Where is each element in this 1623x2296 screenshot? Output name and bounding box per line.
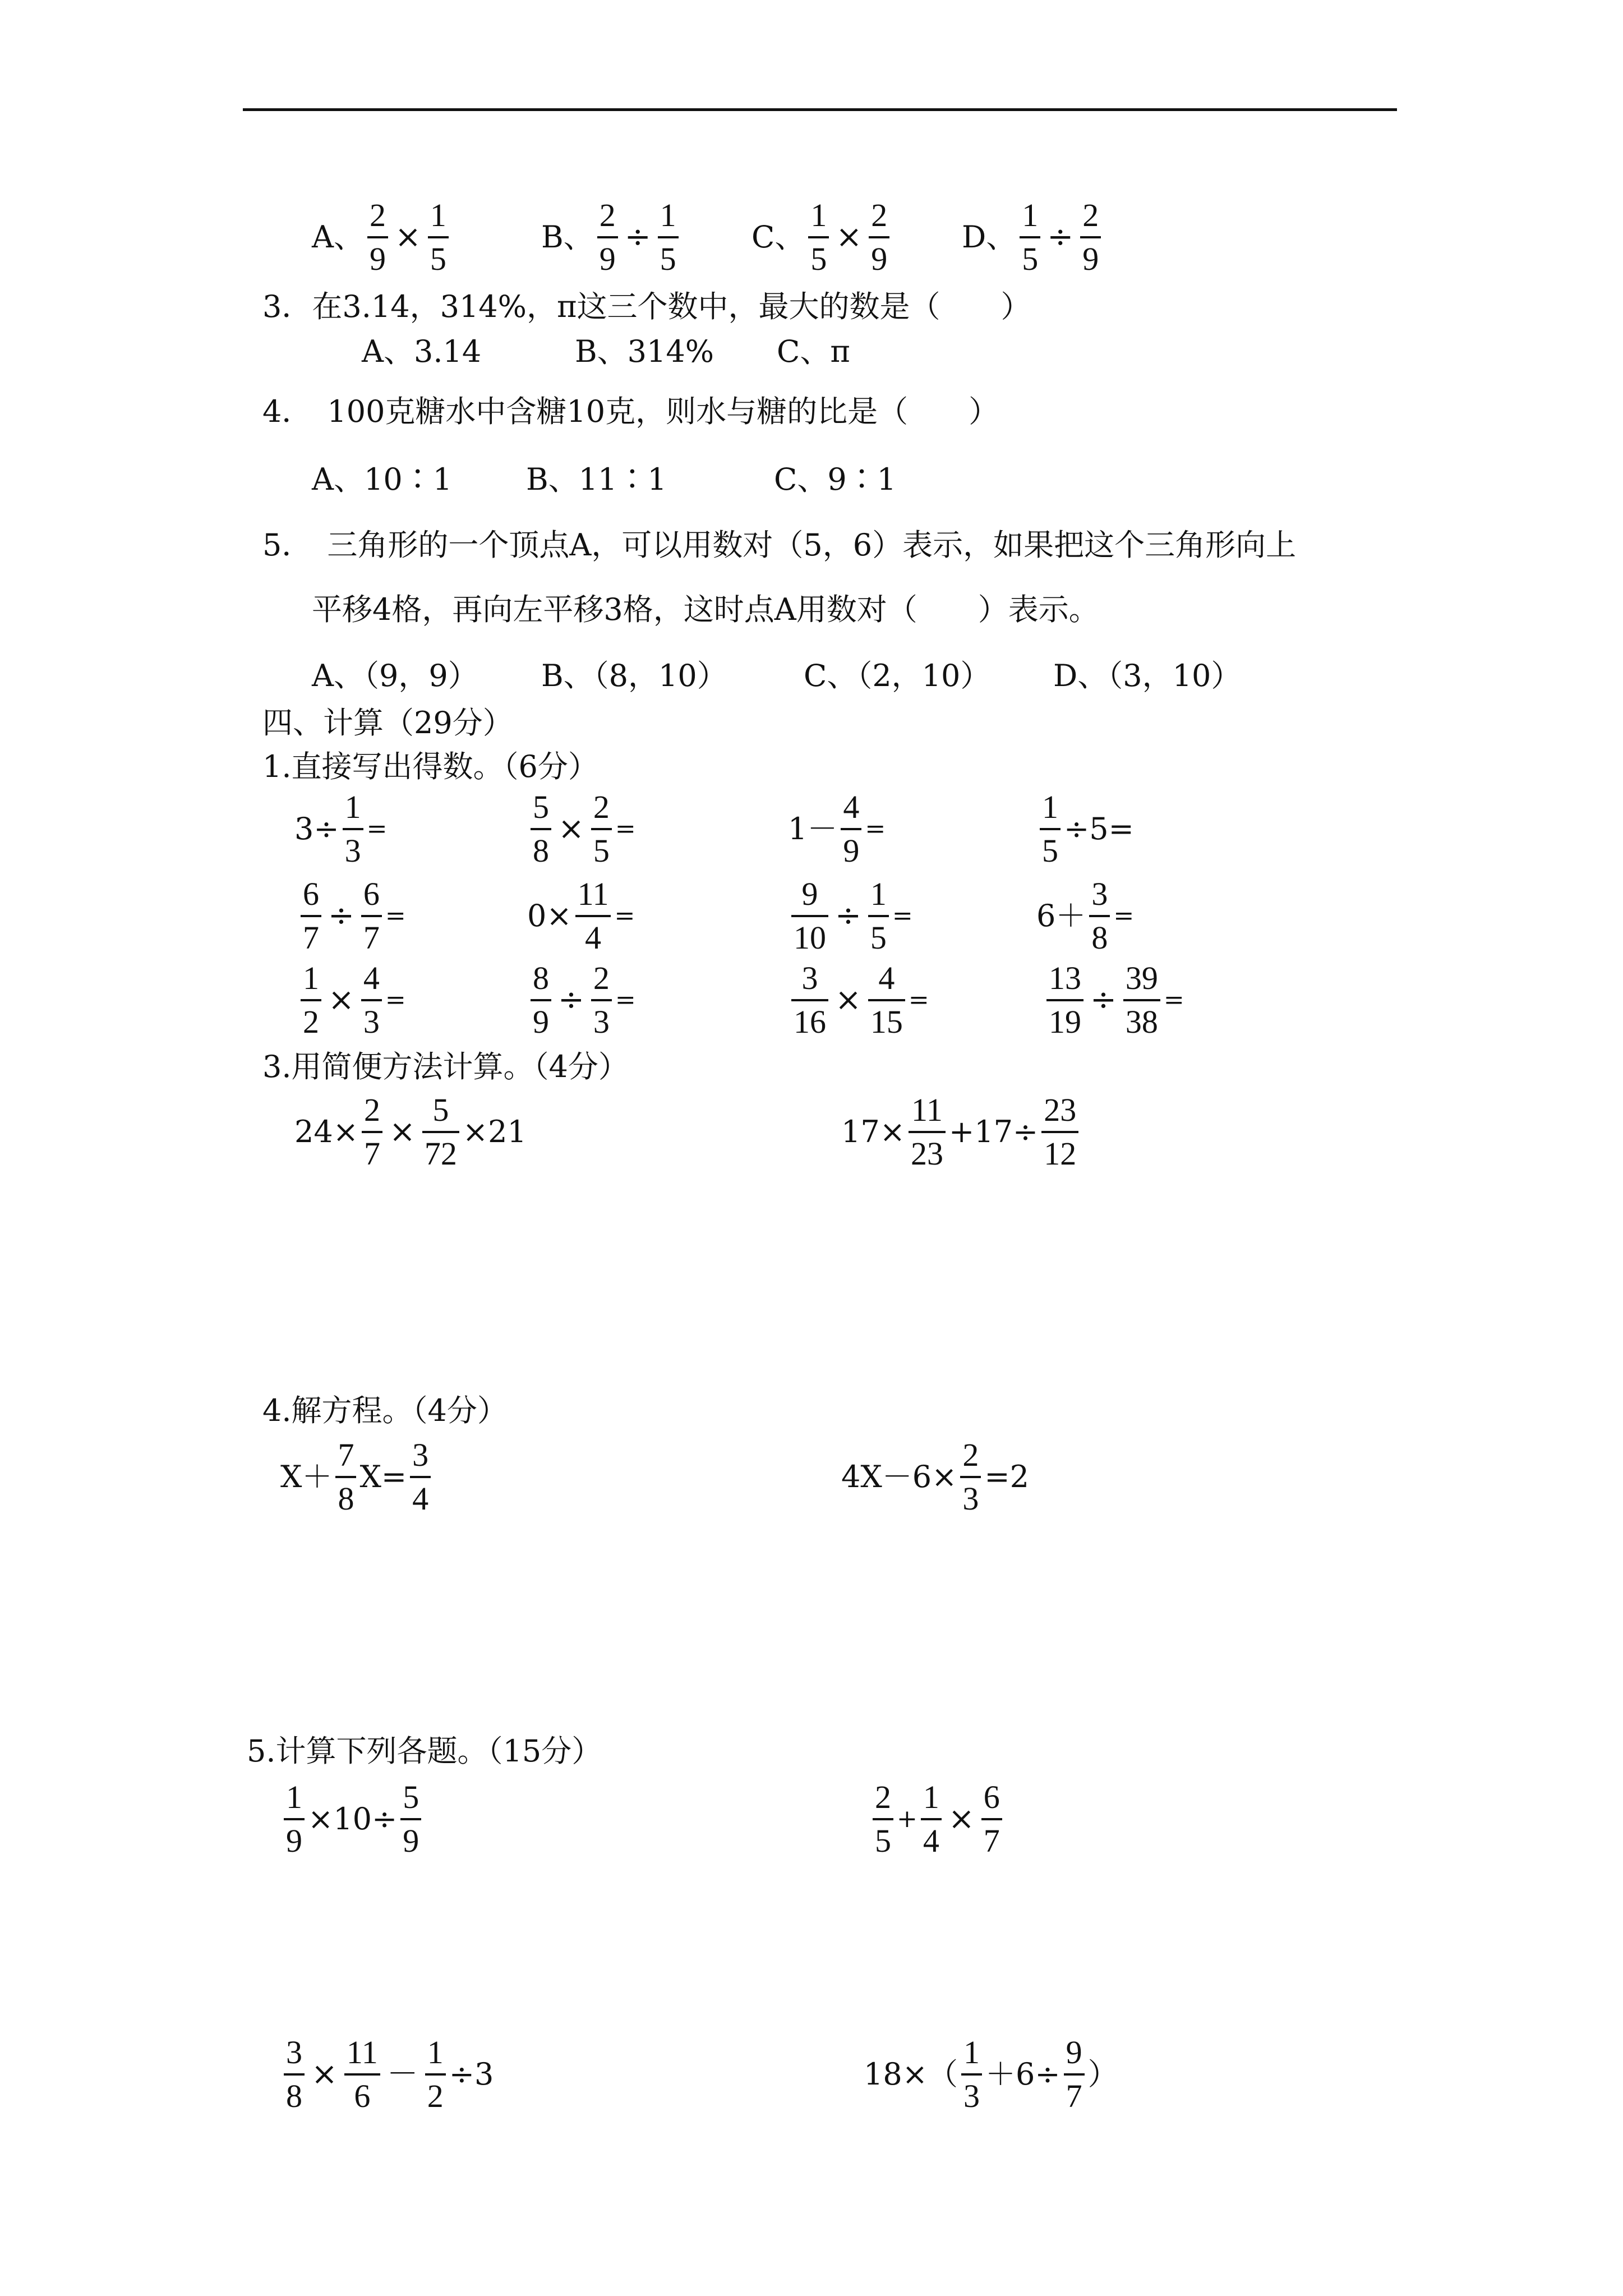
- fraction: $\frac{2}{3}$: [960, 1439, 981, 1515]
- s1-r2c1: $\frac{6}{7}$ ÷ $\frac{6}{7}$ =: [297, 878, 406, 954]
- subsection5-title: 5.计算下列各题。（15分）: [247, 1733, 602, 1769]
- fraction: $\frac{6}{7}$: [301, 878, 321, 954]
- equation-1: X＋ $\frac{7}{8}$ X= $\frac{3}{4}$: [280, 1439, 434, 1515]
- section4-title: 四、计算（29分）: [262, 705, 513, 740]
- fraction: $\frac{1}{3}$: [343, 791, 363, 867]
- fraction: $\frac{1}{5}$: [808, 199, 829, 275]
- fraction: $\frac{3}{16}$: [791, 962, 828, 1038]
- fraction: $\frac{1}{5}$: [658, 199, 679, 275]
- fraction: $\frac{1}{2}$: [301, 962, 321, 1038]
- fraction: $\frac{1}{9}$: [284, 1781, 305, 1857]
- fraction: $\frac{5}{9}$: [400, 1781, 421, 1857]
- s5-expression-3: $\frac{3}{8}$ × $\frac{11}{6}$ － $\frac{1}{2}$ ÷3: [280, 2036, 494, 2113]
- fraction: $\frac{2}{5}$: [591, 791, 612, 867]
- q4-option-a: A、10∶1: [312, 462, 453, 497]
- q3-option-c: C、π: [777, 334, 850, 369]
- fraction: $\frac{11}{23}$: [909, 1094, 946, 1170]
- fraction: $\frac{7}{8}$: [335, 1439, 356, 1515]
- fraction: $\frac{3}{8}$: [284, 2036, 305, 2113]
- s5-expression-1: $\frac{1}{9}$ ×10÷ $\frac{5}{9}$: [280, 1781, 425, 1857]
- q5-option-c: C、（2，10）: [804, 658, 991, 693]
- fraction: $\frac{6}{7}$: [981, 1781, 1002, 1857]
- fraction: $\frac{6}{7}$: [361, 878, 382, 954]
- q5-option-b: B、（8，10）: [541, 658, 727, 693]
- fraction: $\frac{4}{3}$: [361, 962, 382, 1038]
- fraction: $\frac{2}{9}$: [1080, 199, 1101, 275]
- q2-option-a: A、 $\frac{2}{9}$ × $\frac{1}{5}$: [312, 199, 452, 275]
- fraction: $\frac{2}{9}$: [869, 199, 889, 275]
- s1-r2c3: $\frac{9}{10}$ ÷ $\frac{1}{5}$ =: [788, 878, 913, 954]
- s3-expression-1: 24× $\frac{2}{7}$ × $\frac{5}{72}$ ×21: [294, 1092, 527, 1172]
- fraction: $\frac{8}{9}$: [531, 962, 551, 1038]
- q4-option-b: B、11∶1: [526, 462, 667, 497]
- fraction: $\frac{2}{7}$: [362, 1094, 382, 1170]
- s1-r1c3: 1－ $\frac{4}{9}$ =: [788, 789, 886, 869]
- fraction: $\frac{11}{6}$: [344, 2036, 380, 2113]
- q5-text-line2: 平移4格，再向左平移3格，这时点A用数对（ ）表示。: [312, 592, 1099, 627]
- fraction: $\frac{3}{4}$: [410, 1439, 431, 1515]
- q2-option-b: B、 $\frac{2}{9}$ ÷ $\frac{1}{5}$: [541, 199, 682, 275]
- q4-text: 4． 100克糖水中含糖10克，则水与糖的比是（ ）: [262, 394, 999, 429]
- fraction: $\frac{2}{5}$: [873, 1781, 893, 1857]
- s1-r3c3: $\frac{3}{16}$ × $\frac{4}{15}$ =: [788, 962, 929, 1038]
- fraction: $\frac{9}{7}$: [1064, 2036, 1085, 2113]
- fraction: $\frac{13}{19}$: [1046, 962, 1083, 1038]
- fraction: $\frac{1}{4}$: [921, 1781, 942, 1857]
- s1-r2c4: 6＋ $\frac{3}{8}$ =: [1036, 876, 1135, 956]
- fraction: $\frac{4}{9}$: [841, 791, 861, 867]
- q5-option-d: D、（3，10）: [1053, 658, 1242, 693]
- fraction: $\frac{1}{5}$: [428, 199, 449, 275]
- fraction: $\frac{11}{4}$: [575, 878, 611, 954]
- fraction: $\frac{9}{10}$: [791, 878, 828, 954]
- fraction: $\frac{2}{9}$: [367, 199, 388, 275]
- equation-2: 4X－6× $\frac{2}{3}$ =2: [841, 1437, 1030, 1517]
- fraction: $\frac{1}{5}$: [1040, 791, 1061, 867]
- q5-option-a: A、（9，9）: [312, 658, 478, 693]
- q3-option-a: A、3.14: [362, 334, 482, 369]
- fraction: $\frac{1}{2}$: [425, 2036, 446, 2113]
- fraction: $\frac{2}{3}$: [591, 962, 612, 1038]
- s1-r2c2: 0× $\frac{11}{4}$ =: [527, 876, 635, 956]
- s1-r3c4: $\frac{13}{19}$ ÷ $\frac{39}{38}$ =: [1043, 962, 1184, 1038]
- fraction: $\frac{4}{15}$: [868, 962, 905, 1038]
- fraction: $\frac{5}{72}$: [422, 1094, 459, 1170]
- header-rule: [243, 108, 1397, 111]
- subsection1-title: 1.直接写出得数。（6分）: [262, 749, 598, 784]
- s3-expression-2: 17× $\frac{11}{23}$ +17÷ $\frac{23}{12}$: [841, 1094, 1082, 1170]
- s1-r3c1: $\frac{1}{2}$ × $\frac{4}{3}$ =: [297, 962, 406, 1038]
- s1-r1c2: $\frac{5}{8}$ × $\frac{2}{5}$ =: [527, 791, 636, 867]
- s1-r1c4: $\frac{1}{5}$ ÷5=: [1036, 791, 1134, 867]
- q2-option-c: C、 $\frac{1}{5}$ × $\frac{2}{9}$: [751, 199, 893, 275]
- fraction: $\frac{2}{9}$: [597, 199, 618, 275]
- s1-r3c2: $\frac{8}{9}$ ÷ $\frac{2}{3}$ =: [527, 962, 636, 1038]
- fraction: $\frac{39}{38}$: [1123, 962, 1160, 1038]
- q2-option-d: D、 $\frac{1}{5}$ ÷ $\frac{2}{9}$: [962, 199, 1104, 275]
- s5-expression-4: 18×（ $\frac{1}{3}$ ＋6÷ $\frac{9}{7}$ ）: [864, 2034, 1118, 2114]
- fraction: $\frac{1}{3}$: [961, 2036, 982, 2113]
- subsection4-title: 4.解方程。（4分）: [262, 1393, 508, 1428]
- fraction: $\frac{1}{5}$: [868, 878, 889, 954]
- fraction: $\frac{1}{5}$: [1020, 199, 1040, 275]
- q5-text-line1: 5． 三角形的一个顶点A，可以用数对（5，6）表示，如果把这个三角形向上: [262, 527, 1297, 563]
- q3-option-b: B、314%: [575, 334, 714, 369]
- s1-r1c1: 3÷ $\frac{1}{3}$ =: [294, 789, 388, 869]
- subsection3-title: 3.用简便方法计算。（4分）: [262, 1049, 629, 1084]
- q3-text: 3．在3.14，314%，π这三个数中，最大的数是（ ）: [262, 289, 1031, 324]
- fraction: $\frac{5}{8}$: [531, 791, 551, 867]
- s5-expression-2: $\frac{2}{5}$ + $\frac{1}{4}$ × $\frac{6}{7}$: [869, 1781, 1006, 1857]
- fraction: $\frac{23}{12}$: [1041, 1094, 1078, 1170]
- q4-option-c: C、9∶1: [774, 462, 897, 497]
- fraction: $\frac{3}{8}$: [1089, 878, 1110, 954]
